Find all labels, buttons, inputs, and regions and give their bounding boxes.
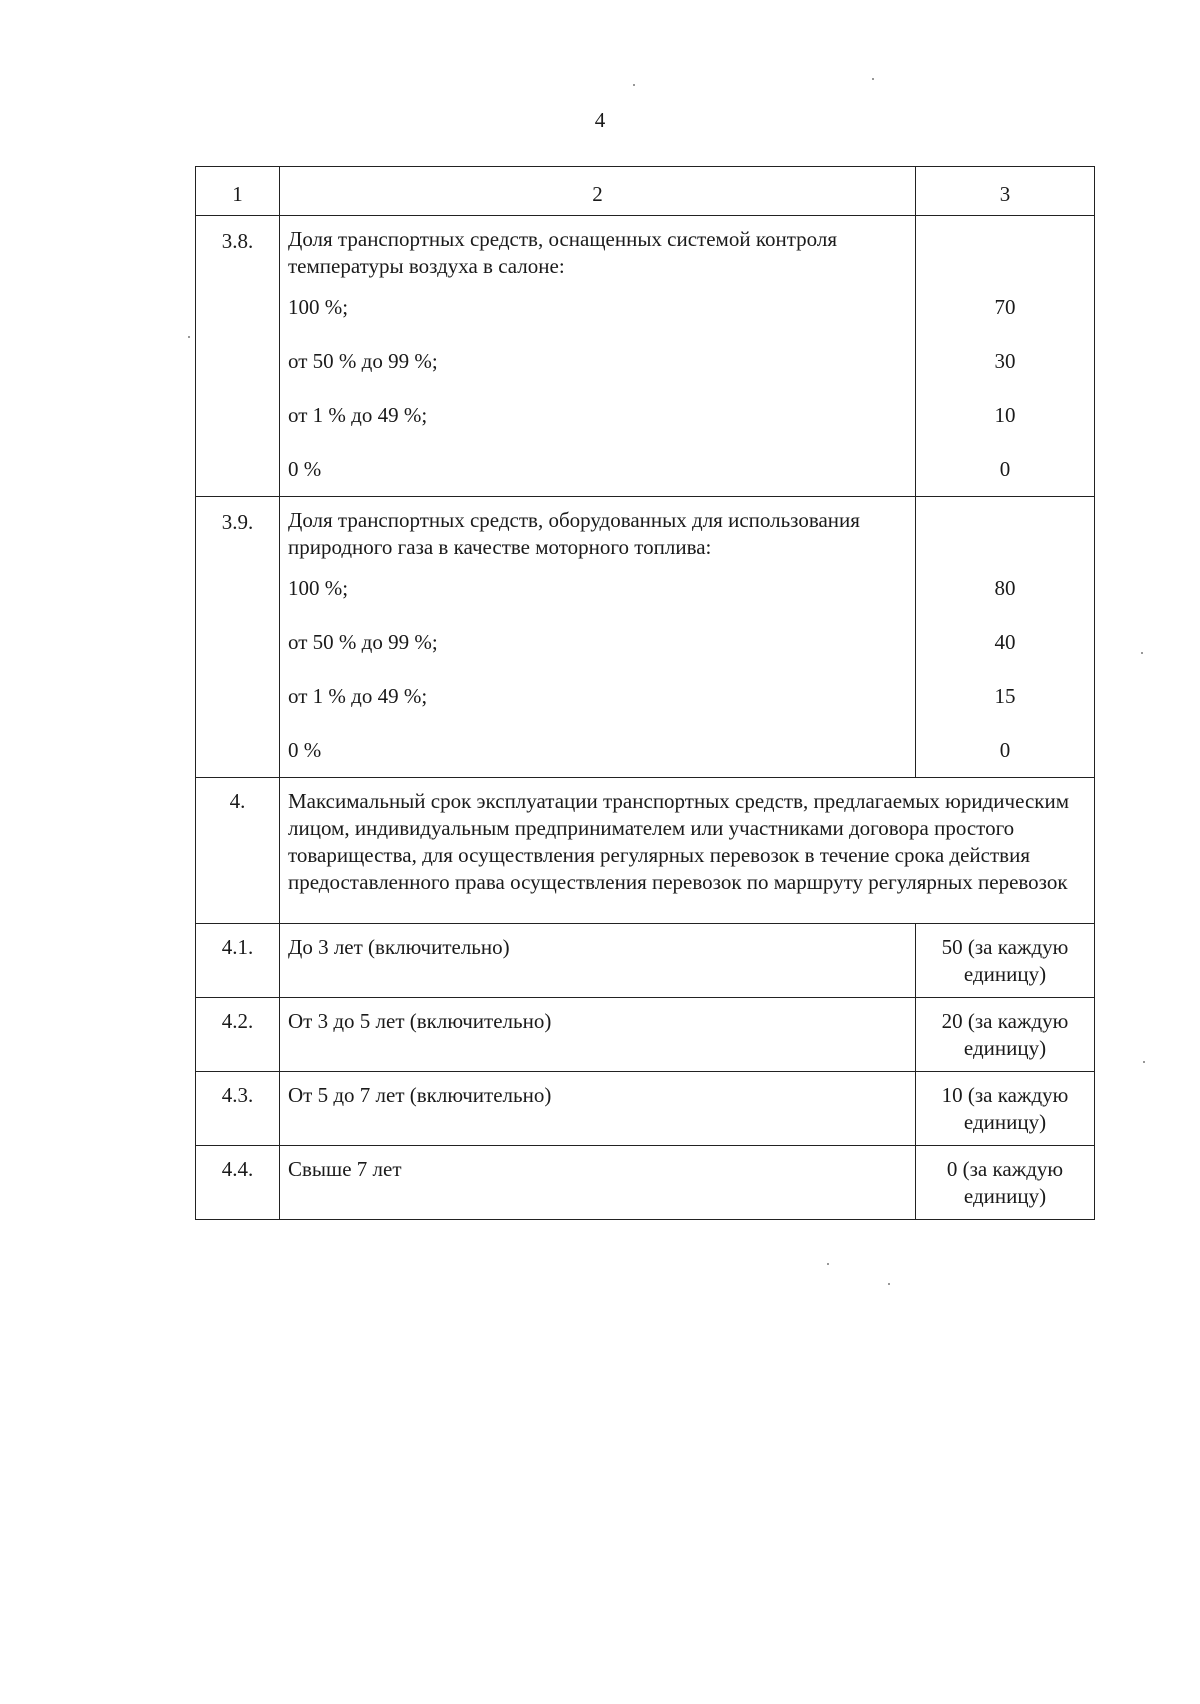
option-points: 80 (994, 576, 1016, 600)
option-label: 100 %; (288, 576, 349, 600)
criterion-number: 3.8. (196, 216, 280, 496)
option-label: от 1 % до 49 %; (288, 403, 428, 427)
scan-speck (1141, 652, 1143, 654)
column-number-3: 3 (999, 182, 1011, 206)
option-label: от 50 % до 99 %; (288, 349, 438, 373)
criterion-description (280, 497, 916, 777)
criterion-points: 0 (за каждую единицу) (946, 1157, 1064, 1208)
criterion-number: 4.2. (196, 998, 280, 1071)
criterion-row-3-8 (196, 215, 1094, 496)
option-points: 0 (999, 457, 1011, 481)
criterion-number: 3.9. (196, 497, 280, 777)
criterion-points: 10 (за каждую единицу) (941, 1083, 1069, 1134)
column-number-1: 1 (196, 167, 280, 215)
criterion-description: До 3 лет (включительно) (280, 924, 916, 997)
criterion-points (916, 216, 1094, 496)
scan-speck (872, 78, 874, 80)
option-points: 10 (994, 403, 1016, 427)
option-label: 0 % (288, 457, 322, 481)
option-points: 0 (999, 738, 1011, 762)
criterion-title: Доля транспортных средств, оборудованных для использования природного газа в качестве моторного топлива: (288, 508, 860, 559)
scan-speck (1143, 1061, 1145, 1063)
criterion-description: Свыше 7 лет (280, 1146, 916, 1219)
criterion-description: От 3 до 5 лет (включительно) (280, 998, 916, 1071)
criterion-description: Максимальный срок эксплуатации транспортных средств, предлагаемых юридическим лицом, индивидуальным предпринимателем или участниками договора простого товарищества, для осуществления регулярных перевозок в течение срока действия предоставленного права осуществления перевозок по маршруту регулярных перевозок (288, 789, 1069, 894)
criterion-row-4-2 (196, 997, 1094, 1071)
column-number-2: 2 (280, 167, 916, 215)
scan-speck (188, 336, 190, 338)
option-points: 30 (994, 349, 1016, 373)
option-label: 0 % (288, 738, 322, 762)
criterion-description: От 5 до 7 лет (включительно) (280, 1072, 916, 1145)
criterion-description (280, 216, 916, 496)
criterion-number: 4.4. (196, 1146, 280, 1219)
criterion-number: 4. (196, 778, 280, 923)
criterion-number: 4.1. (196, 924, 280, 997)
option-points: 15 (994, 684, 1016, 708)
criterion-row-4-4 (196, 1145, 1094, 1219)
option-points: 40 (994, 630, 1016, 654)
page-number: 4 (594, 108, 606, 132)
criterion-title: Доля транспортных средств, оснащенных системой контроля температуры воздуха в салоне: (288, 227, 838, 278)
scan-speck (888, 1283, 890, 1285)
criterion-points: 50 (за каждую единицу) (941, 935, 1069, 986)
criterion-row-4-1 (196, 923, 1094, 997)
option-points: 70 (994, 295, 1016, 319)
criterion-row-4 (196, 777, 1094, 923)
criterion-points: 20 (за каждую единицу) (941, 1009, 1069, 1060)
criterion-points (916, 497, 1094, 777)
criteria-table (195, 166, 1095, 1220)
criterion-row-4-3 (196, 1071, 1094, 1145)
option-label: 100 %; (288, 295, 349, 319)
criterion-row-3-9 (196, 496, 1094, 777)
table-header-row (196, 167, 1094, 215)
scan-speck (633, 84, 635, 86)
option-label: от 1 % до 49 %; (288, 684, 428, 708)
criterion-number: 4.3. (196, 1072, 280, 1145)
option-label: от 50 % до 99 %; (288, 630, 438, 654)
scan-speck (827, 1263, 829, 1265)
